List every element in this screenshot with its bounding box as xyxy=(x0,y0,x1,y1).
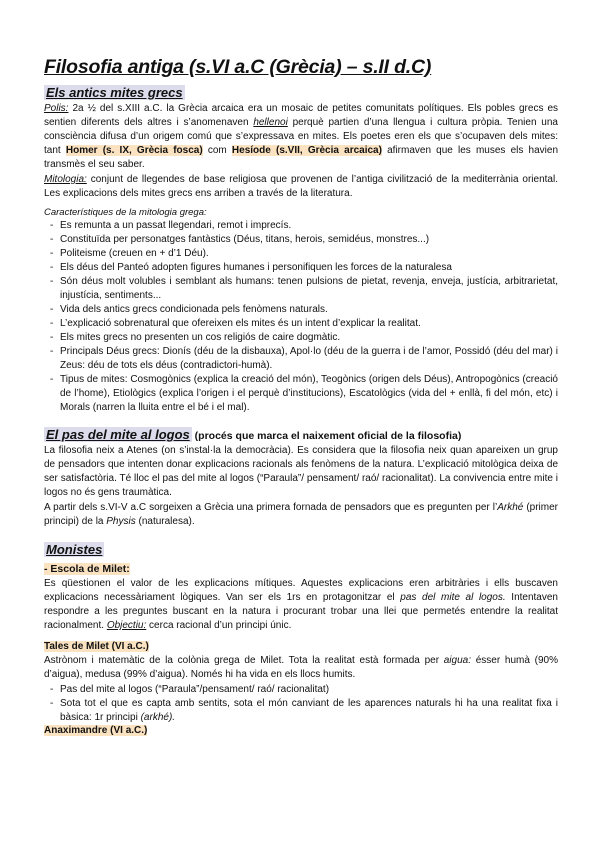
characteristics-list xyxy=(44,219,558,415)
list-item: - Sota tot el que es capta amb sentits, sota el món canviant de les aparences naturals hi ha una realitat fixa i bàsica: 1r principi (arkhé). xyxy=(50,697,558,725)
list-item: - Constituïda per personatges fantàstics (Déus, titans, herois, semidéus, monstres...) xyxy=(50,233,558,247)
milet-paragraph: Es qüestionen el valor de les explicacions mítiques. Aquestes explicacions eren arbitràries i ells buscaven explicacions necessàriament lògiques. Van ser els 1rs en protagonitzar el pas del mite al logos. Intentaven respondre a les preguntes buscant en la natura i procurant trobar una llei que permetés entendre la realitat racionalment. Objectiu: cerca racional d’un principi únic. xyxy=(44,578,558,631)
aigua-term: aigua: xyxy=(443,655,471,666)
homer-highlight: Homer (s. IX, Grècia fosca) xyxy=(65,145,203,156)
section-heading-mites: Els antics mites grecs xyxy=(46,85,183,100)
physis-term: Physis xyxy=(106,516,136,527)
list-item: - Vida dels antics grecs condicionada pels fenòmens naturals. xyxy=(50,303,558,317)
section-subheading-logos: (procés que marca el naixement oficial de la filosofia) xyxy=(191,430,462,442)
arkhe-term: Arkhé xyxy=(497,502,524,513)
section-heading-line xyxy=(44,83,558,102)
list-item: - L’explicació sobrenatural que ofereixen els mites és un intent d’explicar la realitat. xyxy=(50,317,558,331)
polis-label: Polis: xyxy=(44,103,69,114)
mite-logos-term: pas del mite al logos. xyxy=(400,592,506,603)
document-page xyxy=(44,56,558,738)
list-item: - Politeisme (creuen en + d’1 Déu). xyxy=(50,247,558,261)
hellenoi-term: hellenoi xyxy=(253,117,288,128)
list-item: - Els mites grecs no presenten un cos religiós de caire dogmàtic. xyxy=(50,331,558,345)
section-heading-logos: El pas del mite al logos xyxy=(46,427,190,442)
section-heading-monistes: Monistes xyxy=(46,542,103,557)
objectiu-label: Objectiu: xyxy=(106,620,147,631)
school-heading-milet: - Escola de Milet: xyxy=(44,563,130,575)
list-item: - Són déus molt volubles i semblant als humans: tenen pulsions de pietat, revenja, enveja, justícia, arbitrarietat, injustícia, sentiments... xyxy=(50,275,558,303)
tales-heading: Tales de Milet (VI a.C.) xyxy=(44,641,149,652)
logos-paragraph-1: La filosofia neix a Atenes (on s’instal·la la democràcia). Es considera que la filosofia neix quan apareixen un grup de pensadors que intenten donar explicacions racionals als fenòmens de la natura. L’explicació mitològica deixa de ser satisfactòria. Té lloc el pas del mite al logos (“Paraula”/ pensament/ raó/ racionalitat). La convivencia entre mite i logos no és gens traumàtica. xyxy=(44,445,558,498)
mitologia-label: Mitologia: xyxy=(44,174,87,185)
hesiode-highlight: Hesíode (s.VII, Grècia arcaica) xyxy=(231,145,382,156)
tales-paragraph: Astrònom i matemàtic de la colònia grega de Milet. Tota la realitat està formada per aigua: ésser humà (90% d’aigua), medusa (99% d’aigua). Només hi ha vida en els llocs humits. xyxy=(44,655,558,680)
mitologia-paragraph: Mitologia: conjunt de llegendes de base religiosa que provenen de l’antiga civilització de la mediterrània oriental. Les explicacions dels mites grecs ens arriben a través de la literatura. xyxy=(44,174,558,199)
list-item: - Tipus de mites: Cosmogònics (explica la creació del món), Teogònics (origen dels Déus), Antropogònics (creació de l’home), Etiològics (explica l’origen i el perquè d’institucions), Escatològics (vida del + enllà, fi del món, etc) i Morals (narren la lluita entre el bé i el mal). xyxy=(50,373,558,415)
list-item: - Es remunta a un passat llegendari, remot i imprecís. xyxy=(50,219,558,233)
list-item: - Pas del mite al logos (“Paraula”/pensament/ raó/ racionalitat) xyxy=(50,683,558,697)
list-item: - Principals Déus grecs: Dionís (déu de la disbauxa), Apol·lo (déu de la guerra i de l’amor, Possidó (déu del mar) i Zeus: déu de tots els déus (contradictori-humà). xyxy=(50,345,558,373)
characteristics-caption: Característiques de la mitologia grega: xyxy=(44,207,207,218)
polis-paragraph: Polis: 2a ½ del s.XIII a.C. la Grècia arcaica era un mosaic de petites comunitats polítiques. Els pobles grecs es sentien diferents dels altres i s’anomenaven hellenoi perquè partien d’una llengua i cultura pròpia. Tenien una consciència difusa d’un origem comú que s’expressava en mites. Els poetes eren els que s’ocupaven dels mites: tant Homer (s. IX, Grècia fosca) com Hesíode (s.VII, Grècia arcaica) afirmaven que les muses els havien transmès el seu saber. xyxy=(44,103,559,170)
section-heading-line xyxy=(44,425,558,444)
arkhe-term: (arkhé). xyxy=(140,712,176,723)
anaximandre-heading: Anaximandre (VI a.C.) xyxy=(44,725,148,736)
tales-list xyxy=(44,683,558,725)
page-title: Filosofia antiga (s.VI a.C (Grècia) – s.II d.C) xyxy=(44,56,432,78)
logos-paragraph-2: A partir dels s.VI-V a.C sorgeixen a Grècia una primera fornada de pensadors que es pregunten per l’Arkhé (primer principi) de la Physis (naturalesa). xyxy=(44,502,558,527)
list-item: - Els déus del Panteó adopten figures humanes i personifiquen les forces de la naturalesa xyxy=(50,261,558,275)
section-heading-line xyxy=(44,540,558,559)
